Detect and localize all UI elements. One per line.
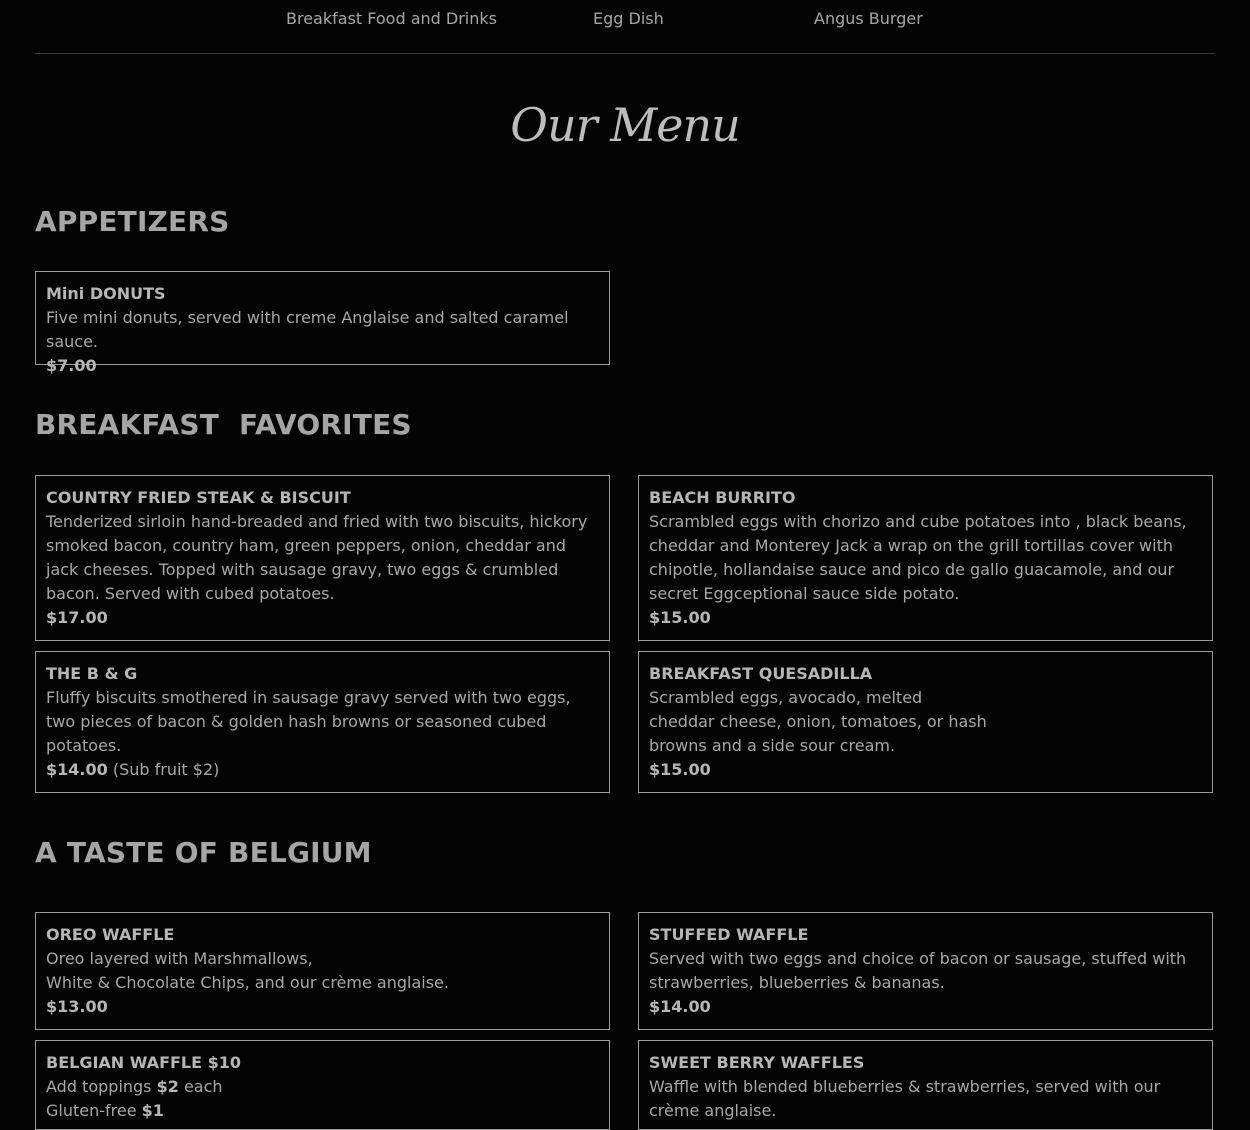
menu-item-description: Waffle with blended blueberries & strawberries, served with our crème anglaise.	[649, 1077, 1161, 1120]
menu-item-name: THE B & G	[46, 664, 138, 683]
menu-item-description: Scrambled eggs, avocado, melted cheddar cheese, onion, tomatoes, or hash browns and a side sour cream.	[649, 688, 987, 755]
menu-item-toppings-line	[46, 1075, 599, 1099]
menu-item-price-note: (Sub fruit $2)	[107, 760, 220, 779]
menu-item-description: Oreo layered with Marshmallows, White & Chocolate Chips, and our crème anglaise.	[46, 949, 449, 992]
menu-item-price: $15.00	[649, 608, 711, 627]
menu-item-breakfast-quesadilla	[638, 651, 1213, 793]
menu-item-price: $13.00	[46, 997, 108, 1016]
toppings-suffix: each	[178, 1077, 223, 1096]
top-navigation	[35, 0, 1215, 54]
menu-item-price: $17.00	[46, 608, 108, 627]
menu-item-belgian-waffle	[35, 1040, 610, 1130]
menu-item-name: BREAKFAST QUESADILLA	[649, 664, 873, 683]
menu-item-price: $7.00	[46, 356, 97, 375]
nav-link-angus-burger[interactable]: Angus Burger	[814, 9, 923, 28]
menu-item-price: $14.00	[46, 760, 108, 779]
menu-item-price: $14.00	[649, 997, 711, 1016]
menu-item-description: Served with two eggs and choice of bacon or sausage, stuffed with strawberries, blueberries & bananas.	[649, 949, 1187, 992]
toppings-price: $2	[156, 1077, 179, 1096]
section-heading-appetizers: APPETIZERS	[35, 205, 230, 238]
menu-item-description: Scrambled eggs with chorizo and cube potatoes into , black beans, cheddar and Monterey Jack a wrap on the grill tortillas cover with chipotle, hollandaise sauce and pico de gallo guacamole, and our secret Eggceptional sauce side potato.	[649, 512, 1187, 603]
menu-item-country-fried-steak	[35, 475, 610, 641]
menu-item-gluten-free-line	[46, 1099, 599, 1123]
menu-item-description: Five mini donuts, served with creme Anglaise and salted caramel sauce.	[46, 308, 569, 351]
menu-item-beach-burrito	[638, 475, 1213, 641]
menu-item-name: BELGIAN WAFFLE $10	[46, 1053, 242, 1072]
page-title: Our Menu	[510, 98, 740, 152]
section-heading-a-taste-of-belgium: A TASTE OF BELGIUM	[35, 836, 372, 869]
gluten-free-price: $1	[141, 1101, 164, 1120]
menu-item-name: BEACH BURRITO	[649, 488, 796, 507]
menu-item-name: STUFFED WAFFLE	[649, 925, 809, 944]
menu-item-name: Mini DONUTS	[46, 284, 166, 303]
toppings-label: Add toppings	[46, 1077, 157, 1096]
menu-item-mini-donuts	[35, 271, 610, 375]
menu-item-name: COUNTRY FRIED STEAK & BISCUIT	[46, 488, 351, 507]
menu-item-oreo-waffle	[35, 912, 610, 1030]
menu-item-name: OREO WAFFLE	[46, 925, 175, 944]
menu-item-description: Tenderized sirloin hand-breaded and fried with two biscuits, hickory smoked bacon, country ham, green peppers, onion, cheddar and jack cheeses. Topped with sausage gravy, two eggs & crumbled bacon. Served with cubed potatoes.	[46, 512, 588, 603]
nav-link-breakfast-food-and-drinks[interactable]: Breakfast Food and Drinks	[286, 9, 497, 28]
menu-item-stuffed-waffle	[638, 912, 1213, 1030]
menu-item-name: SWEET BERRY WAFFLES	[649, 1053, 865, 1072]
nav-link-egg-dish[interactable]: Egg Dish	[593, 9, 664, 28]
menu-item-sweet-berry-waffles	[638, 1040, 1213, 1130]
gluten-free-label: Gluten-free	[46, 1101, 142, 1120]
menu-item-the-b-and-g	[35, 651, 610, 793]
menu-item-description: Fluffy biscuits smothered in sausage gravy served with two eggs, two pieces of bacon & golden hash browns or seasoned cubed potatoes.	[46, 688, 571, 755]
menu-item-price: $15.00	[649, 760, 711, 779]
section-heading-breakfast-favorites: BREAKFAST FAVORITES	[35, 408, 412, 441]
